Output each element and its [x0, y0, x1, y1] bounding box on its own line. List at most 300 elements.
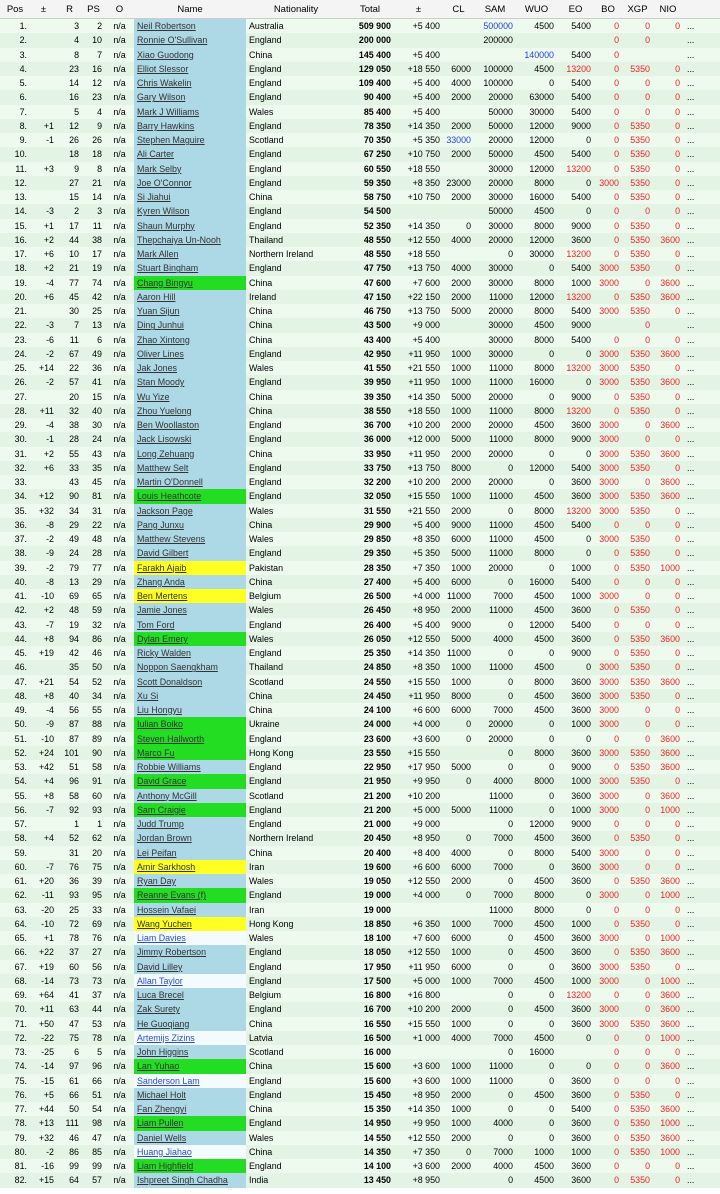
- more-cell[interactable]: ...: [687, 1061, 695, 1072]
- player-link[interactable]: Chang Bingyu: [137, 277, 193, 288]
- header-ps[interactable]: PS: [82, 0, 105, 19]
- player-link[interactable]: Lei Peifan: [137, 847, 177, 858]
- xgp-cell: 5350: [630, 1089, 650, 1100]
- player-name-cell: [134, 575, 246, 589]
- header-sam[interactable]: SAM: [474, 0, 516, 19]
- more-cell[interactable]: ...: [687, 448, 695, 459]
- points-change-cell: +9 950: [412, 1118, 440, 1129]
- player-link[interactable]: Liu Hongyu: [137, 705, 182, 715]
- points-change-cell: +14 350: [407, 1104, 440, 1114]
- more-cell[interactable]: ...: [687, 747, 695, 758]
- eo-cell: 5400: [571, 92, 591, 103]
- more-cell[interactable]: ...: [687, 904, 695, 915]
- o-cell: n/a: [113, 804, 126, 815]
- nationality-cell: England: [249, 163, 282, 174]
- more-cell[interactable]: ...: [687, 1018, 695, 1029]
- more-cell[interactable]: ...: [687, 192, 695, 202]
- player-link[interactable]: Jordan Brown: [137, 833, 192, 844]
- nio-cell: 3600: [660, 1061, 680, 1072]
- player-link[interactable]: Jamie Jones: [137, 605, 187, 616]
- player-link[interactable]: Shaun Murphy: [137, 220, 195, 231]
- player-name-cell: [134, 589, 246, 603]
- eo-cell: 5400: [571, 21, 591, 31]
- points-change-cell: +10 200: [407, 477, 440, 487]
- player-link[interactable]: Matthew Selt: [137, 462, 189, 473]
- r-cell: 22: [69, 363, 79, 373]
- total-cell: 33 950: [363, 448, 391, 459]
- xgp-cell: 5350: [630, 220, 650, 231]
- player-name-cell: [134, 817, 246, 831]
- ps-cell: 14: [92, 192, 102, 202]
- table-row: [0, 546, 720, 560]
- header-wuo[interactable]: WUO: [516, 0, 557, 19]
- header-cl[interactable]: CL: [443, 0, 474, 19]
- more-cell[interactable]: ...: [687, 348, 695, 359]
- more-cell[interactable]: ...: [687, 21, 695, 31]
- player-name-cell: [134, 461, 246, 475]
- o-cell: n/a: [113, 975, 126, 986]
- table-row: [0, 304, 720, 318]
- player-link[interactable]: Lan Yuhao: [137, 1061, 180, 1072]
- more-cell[interactable]: ...: [687, 334, 695, 345]
- more-cell[interactable]: ...: [687, 1004, 695, 1015]
- cl-cell: 8000: [451, 690, 471, 701]
- rank-change-cell: +5: [43, 1089, 54, 1100]
- more-cell[interactable]: ...: [687, 206, 695, 217]
- table-row: [0, 660, 720, 674]
- sam-cell: 0: [508, 819, 513, 829]
- player-link[interactable]: Amir Sarkhosh: [137, 861, 196, 872]
- nationality-cell: England: [249, 1075, 282, 1086]
- player-link[interactable]: Sam Craigie: [137, 804, 186, 815]
- wuo-cell: 0: [549, 1018, 554, 1029]
- points-change-cell: +5 350: [412, 548, 440, 559]
- o-cell: n/a: [113, 833, 126, 844]
- header-nationality[interactable]: Nationality: [246, 0, 346, 19]
- nio-cell: 1000: [660, 975, 680, 986]
- player-link[interactable]: Liam Pullen: [137, 1118, 184, 1129]
- more-cell[interactable]: ...: [687, 234, 695, 245]
- total-cell: 24 550: [363, 676, 391, 687]
- more-cell[interactable]: ...: [687, 491, 695, 502]
- ps-cell: 15: [92, 391, 102, 402]
- more-cell[interactable]: ...: [687, 405, 695, 416]
- player-link[interactable]: Ishpreet Singh Chadha: [137, 1175, 228, 1186]
- points-change-cell: +7 350: [412, 562, 440, 573]
- player-link[interactable]: Robbie Williams: [137, 762, 201, 772]
- player-link[interactable]: David Grace: [137, 776, 187, 787]
- more-cell[interactable]: ...: [687, 719, 695, 730]
- player-link[interactable]: Mark Allen: [137, 249, 179, 259]
- more-cell[interactable]: ...: [687, 78, 695, 88]
- player-link[interactable]: Jimmy Robertson: [137, 947, 207, 958]
- sam-cell: 0: [508, 847, 513, 858]
- more-cell[interactable]: ...: [687, 705, 695, 715]
- ps-cell: 73: [92, 975, 102, 986]
- header-r[interactable]: R: [57, 0, 82, 19]
- player-link[interactable]: Ben Woollaston: [137, 420, 199, 430]
- more-cell[interactable]: ...: [687, 462, 695, 473]
- player-link[interactable]: Fan Zhengyi: [137, 1104, 187, 1114]
- player-link[interactable]: Thepchaiya Un-Nooh: [137, 234, 221, 245]
- player-link[interactable]: Judd Trump: [137, 819, 184, 829]
- more-cell[interactable]: ...: [687, 690, 695, 701]
- more-cell[interactable]: ...: [687, 819, 695, 829]
- header-name[interactable]: Name: [134, 0, 246, 19]
- player-link[interactable]: John Higgins: [137, 1047, 189, 1057]
- rank-change-cell: -9: [46, 719, 54, 730]
- more-cell[interactable]: ...: [687, 847, 695, 858]
- player-link[interactable]: Xiao Guodong: [137, 49, 194, 60]
- xgp-cell: 5350: [630, 648, 650, 658]
- player-link[interactable]: Mark J Williams: [137, 106, 200, 117]
- more-cell[interactable]: ...: [687, 776, 695, 787]
- more-cell[interactable]: ...: [687, 648, 695, 658]
- more-cell[interactable]: ...: [687, 49, 695, 60]
- sam-cell: 0: [508, 690, 513, 701]
- table-row: [0, 846, 720, 860]
- cl-cell: 5000: [451, 804, 471, 815]
- player-link[interactable]: David Lilley: [137, 961, 183, 972]
- more-cell[interactable]: ...: [687, 933, 695, 943]
- more-cell[interactable]: ...: [687, 420, 695, 430]
- more-cell[interactable]: ...: [687, 163, 695, 174]
- player-link[interactable]: Anthony McGill: [137, 790, 197, 801]
- more-cell[interactable]: ...: [687, 220, 695, 231]
- more-cell[interactable]: ...: [687, 291, 695, 302]
- wuo-cell: 4500: [534, 534, 554, 544]
- more-cell[interactable]: ...: [687, 249, 695, 259]
- rank-change-cell: -2: [46, 348, 54, 359]
- player-link[interactable]: Pang Junxu: [137, 519, 184, 530]
- player-link[interactable]: Zak Surety: [137, 1004, 180, 1015]
- player-link[interactable]: Allan Taylor: [137, 975, 183, 986]
- table-row: [0, 746, 720, 760]
- total-cell: 15 450: [363, 1089, 391, 1100]
- player-link[interactable]: Ryan Day: [137, 876, 176, 886]
- more-cell[interactable]: ...: [687, 1175, 695, 1186]
- cl-cell: [443, 247, 474, 261]
- player-link[interactable]: Huang Jiahao: [137, 1146, 192, 1157]
- player-link[interactable]: Jack Lisowski: [137, 434, 192, 445]
- eo-cell: 5400: [571, 106, 591, 117]
- player-link[interactable]: Zhao Xintong: [137, 334, 190, 345]
- header-pos[interactable]: Pos: [0, 0, 30, 19]
- more-cell[interactable]: ...: [687, 92, 695, 103]
- more-cell[interactable]: ...: [687, 662, 695, 673]
- player-link[interactable]: Ding Junhui: [137, 320, 184, 331]
- pos-cell: 4.: [19, 63, 27, 74]
- xgp-cell: 5350: [630, 234, 650, 245]
- player-link[interactable]: Noppon Saengkham: [137, 662, 218, 673]
- pos-cell: 57.: [14, 819, 27, 829]
- player-link[interactable]: Tom Ford: [137, 619, 175, 630]
- header-o[interactable]: O: [105, 0, 134, 19]
- points-change-cell: +10 750: [407, 192, 440, 202]
- more-cell[interactable]: ...: [687, 804, 695, 815]
- player-link[interactable]: Stan Moody: [137, 377, 185, 388]
- player-link[interactable]: Ali Carter: [137, 149, 174, 160]
- player-link[interactable]: Gary Wilson: [137, 92, 186, 103]
- more-cell[interactable]: ...: [687, 1075, 695, 1086]
- cl-cell: 33000: [446, 135, 471, 145]
- points-change-cell: +15 550: [407, 676, 440, 687]
- header-eo[interactable]: EO: [557, 0, 594, 19]
- more-cell[interactable]: ...: [687, 1089, 695, 1100]
- more-cell[interactable]: ...: [687, 263, 695, 274]
- o-cell: n/a: [113, 206, 126, 217]
- xgp-cell: 0: [645, 434, 650, 445]
- more-cell[interactable]: ...: [687, 149, 695, 160]
- ps-cell: 19: [92, 263, 102, 274]
- eo-cell: 3600: [571, 1018, 591, 1029]
- player-link[interactable]: Jackson Page: [137, 505, 193, 516]
- more-cell[interactable]: ...: [687, 1132, 695, 1143]
- r-cell: 29: [69, 519, 79, 530]
- xgp-cell: 5350: [630, 762, 650, 772]
- player-name-cell: [134, 660, 246, 674]
- player-link[interactable]: Dylan Emery: [137, 633, 188, 644]
- table-row: [0, 219, 720, 233]
- nio-cell: 0: [675, 92, 680, 103]
- more-cell[interactable]: ...: [687, 762, 695, 772]
- player-link[interactable]: Zhang Anda: [137, 576, 185, 587]
- eo-cell: 9000: [571, 434, 591, 445]
- more-cell[interactable]: ...: [687, 633, 695, 644]
- player-link[interactable]: Mark Selby: [137, 163, 182, 174]
- player-link[interactable]: Xu Si: [137, 690, 159, 701]
- player-link[interactable]: Kyren Wilson: [137, 206, 190, 217]
- player-link[interactable]: Artemijs Zizins: [137, 1032, 195, 1043]
- player-link[interactable]: Neil Robertson: [137, 21, 196, 31]
- nationality-cell: England: [249, 1161, 282, 1171]
- player-name-cell: [134, 318, 246, 332]
- more-cell[interactable]: ...: [687, 1161, 695, 1171]
- player-name-cell: [134, 489, 246, 503]
- nationality-cell: England: [249, 477, 282, 487]
- points-change-cell: +3 600: [412, 1061, 440, 1072]
- eo-cell: 5400: [571, 334, 591, 345]
- more-cell[interactable]: ...: [687, 1047, 695, 1057]
- cl-cell: 1000: [451, 405, 471, 416]
- xgp-cell: 0: [645, 990, 650, 1000]
- player-link[interactable]: Scott Donaldson: [137, 676, 203, 687]
- eo-cell: 9000: [571, 120, 591, 131]
- wuo-cell: 0: [549, 790, 554, 801]
- more-cell[interactable]: ...: [687, 918, 695, 929]
- points-change-cell: +13 750: [407, 462, 440, 473]
- more-cell[interactable]: ...: [687, 106, 695, 117]
- more-cell[interactable]: ...: [687, 277, 695, 288]
- cl-cell: [443, 48, 474, 62]
- more-cell[interactable]: ...: [687, 377, 695, 388]
- table-row: [0, 276, 720, 290]
- nio-cell: 0: [675, 519, 680, 530]
- player-link[interactable]: Ricky Walden: [137, 648, 191, 658]
- more-cell[interactable]: ...: [687, 562, 695, 573]
- total-cell: 39 350: [363, 391, 391, 402]
- more-cell[interactable]: ...: [687, 35, 695, 46]
- o-cell: n/a: [113, 1175, 126, 1186]
- r-cell: 13: [69, 576, 79, 587]
- pos-cell: 46.: [14, 662, 27, 673]
- header-change[interactable]: ±: [30, 0, 57, 19]
- player-link[interactable]: Chris Wakelin: [137, 78, 192, 88]
- player-link[interactable]: Liam Highfield: [137, 1161, 194, 1171]
- points-change-cell: +18 550: [407, 63, 440, 74]
- player-link[interactable]: Matthew Stevens: [137, 534, 206, 544]
- player-link[interactable]: Michael Holt: [137, 1089, 186, 1100]
- player-link[interactable]: Long Zehuang: [137, 448, 195, 459]
- player-link[interactable]: Stephen Maguire: [137, 135, 205, 145]
- more-cell[interactable]: ...: [687, 1104, 695, 1114]
- more-cell[interactable]: ...: [687, 534, 695, 544]
- more-cell[interactable]: ...: [687, 1032, 695, 1043]
- r-cell: 96: [69, 776, 79, 787]
- sam-cell: 4000: [493, 633, 513, 644]
- more-cell[interactable]: ...: [687, 676, 695, 687]
- sam-cell: 0: [508, 1004, 513, 1015]
- player-name-cell: [134, 1031, 246, 1045]
- pos-cell: 31.: [14, 448, 27, 459]
- total-cell: 21 200: [363, 804, 391, 815]
- pos-cell: 19.: [14, 277, 27, 288]
- more-cell[interactable]: ...: [687, 120, 695, 131]
- wuo-cell: 4500: [534, 933, 554, 943]
- o-cell: n/a: [113, 619, 126, 630]
- player-link[interactable]: Sanderson Lam: [137, 1075, 200, 1086]
- player-link[interactable]: He Guoqiang: [137, 1018, 190, 1029]
- more-cell[interactable]: ...: [687, 947, 695, 958]
- more-cell[interactable]: ...: [687, 135, 695, 145]
- eo-cell: 3600: [571, 833, 591, 844]
- header-nio[interactable]: NIO: [653, 0, 683, 19]
- player-link[interactable]: Joe O'Connor: [137, 177, 192, 188]
- player-link[interactable]: Farakh Ajaib: [137, 562, 187, 573]
- more-cell[interactable]: ...: [687, 306, 695, 316]
- player-link[interactable]: Barry Hawkins: [137, 120, 195, 131]
- more-cell[interactable]: ...: [687, 519, 695, 530]
- ps-cell: 21: [92, 177, 102, 188]
- player-link[interactable]: Reanne Evans (f): [137, 890, 207, 901]
- header-more[interactable]: [683, 0, 720, 19]
- player-link[interactable]: Wang Yuchen: [137, 918, 192, 929]
- xgp-cell: 5350: [630, 605, 650, 616]
- header-total[interactable]: Total: [346, 0, 394, 19]
- more-cell[interactable]: ...: [687, 548, 695, 559]
- more-cell[interactable]: ...: [687, 619, 695, 630]
- player-name-cell: [134, 261, 246, 275]
- player-link[interactable]: Wu Yize: [137, 391, 170, 402]
- nationality-cell: Scotland: [249, 676, 284, 687]
- more-cell[interactable]: ...: [687, 605, 695, 616]
- player-link[interactable]: Steven Hallworth: [137, 733, 205, 744]
- more-cell[interactable]: ...: [687, 733, 695, 744]
- player-link[interactable]: Marco Fu: [137, 747, 175, 758]
- more-cell[interactable]: ...: [687, 876, 695, 886]
- wuo-cell: 0: [549, 1118, 554, 1129]
- player-link[interactable]: Liam Davies: [137, 933, 186, 943]
- player-link[interactable]: Hossein Vafaei: [137, 904, 197, 915]
- player-link[interactable]: Louis Heathcote: [137, 491, 202, 502]
- table-row: [0, 1102, 720, 1116]
- eo-cell: 3600: [571, 790, 591, 801]
- player-link[interactable]: Oliver Lines: [137, 348, 184, 359]
- sam-cell: 11000: [488, 904, 513, 915]
- more-cell[interactable]: ...: [687, 477, 695, 487]
- more-cell[interactable]: ...: [687, 790, 695, 801]
- nio-cell: 0: [675, 206, 680, 217]
- player-link[interactable]: Elliot Slessor: [137, 63, 189, 74]
- player-link[interactable]: Jak Jones: [137, 363, 177, 373]
- ps-cell: 37: [92, 990, 102, 1000]
- player-link[interactable]: Martin O'Donnell: [137, 477, 203, 487]
- r-cell: 87: [69, 733, 79, 744]
- more-cell[interactable]: ...: [687, 1118, 695, 1129]
- more-cell[interactable]: ...: [687, 861, 695, 872]
- more-cell[interactable]: ...: [687, 505, 695, 516]
- points-change-cell: +5 000: [412, 804, 440, 815]
- more-cell[interactable]: ...: [687, 576, 695, 587]
- more-cell[interactable]: ...: [687, 833, 695, 844]
- pos-cell: 9.: [19, 135, 27, 145]
- more-cell[interactable]: ...: [687, 990, 695, 1000]
- more-cell[interactable]: ...: [687, 320, 695, 331]
- player-link[interactable]: Zhou Yuelong: [137, 405, 192, 416]
- player-link[interactable]: David Gilbert: [137, 548, 189, 559]
- player-link[interactable]: Ronnie O'Sullivan: [137, 35, 208, 46]
- more-cell[interactable]: ...: [687, 434, 695, 445]
- xgp-cell: 5350: [630, 833, 650, 844]
- player-link[interactable]: Stuart Bingham: [137, 263, 199, 274]
- bo-cell: 0: [614, 1104, 619, 1114]
- more-cell[interactable]: ...: [687, 890, 695, 901]
- more-cell[interactable]: ...: [687, 961, 695, 972]
- r-cell: 35: [69, 662, 79, 673]
- player-link[interactable]: Daniel Wells: [137, 1132, 187, 1143]
- o-cell: n/a: [113, 705, 126, 715]
- rank-change-cell: -10: [41, 591, 54, 601]
- header-points-change[interactable]: ±: [394, 0, 443, 19]
- header-bo[interactable]: BO: [594, 0, 622, 19]
- xgp-cell: 0: [645, 719, 650, 730]
- player-link[interactable]: Aaron Hill: [137, 291, 176, 302]
- more-cell[interactable]: ...: [687, 391, 695, 402]
- bo-cell: 0: [614, 918, 619, 929]
- header-xgp[interactable]: XGP: [622, 0, 653, 19]
- bo-cell: 3000: [599, 933, 619, 943]
- player-link[interactable]: Iulian Boiko: [137, 719, 183, 730]
- more-cell[interactable]: ...: [687, 1146, 695, 1157]
- more-cell[interactable]: ...: [687, 975, 695, 986]
- points-change-cell: +12 550: [407, 633, 440, 644]
- nationality-cell: England: [249, 1004, 282, 1015]
- more-cell[interactable]: ...: [687, 63, 695, 74]
- more-cell[interactable]: ...: [687, 363, 695, 373]
- bo-cell: 0: [614, 334, 619, 345]
- more-cell[interactable]: ...: [687, 177, 695, 188]
- player-link[interactable]: Si Jiahui: [137, 192, 171, 202]
- player-name-cell: [134, 19, 246, 34]
- more-cell[interactable]: ...: [687, 591, 695, 601]
- player-link[interactable]: Yuan Sijun: [137, 306, 180, 316]
- r-cell: 31: [69, 847, 79, 858]
- ps-cell: 22: [92, 519, 102, 530]
- player-link[interactable]: Luca Brecel: [137, 990, 184, 1000]
- player-link[interactable]: Ben Mertens: [137, 591, 188, 601]
- table-row: [0, 390, 720, 404]
- points-change-cell: +8 350: [412, 534, 440, 544]
